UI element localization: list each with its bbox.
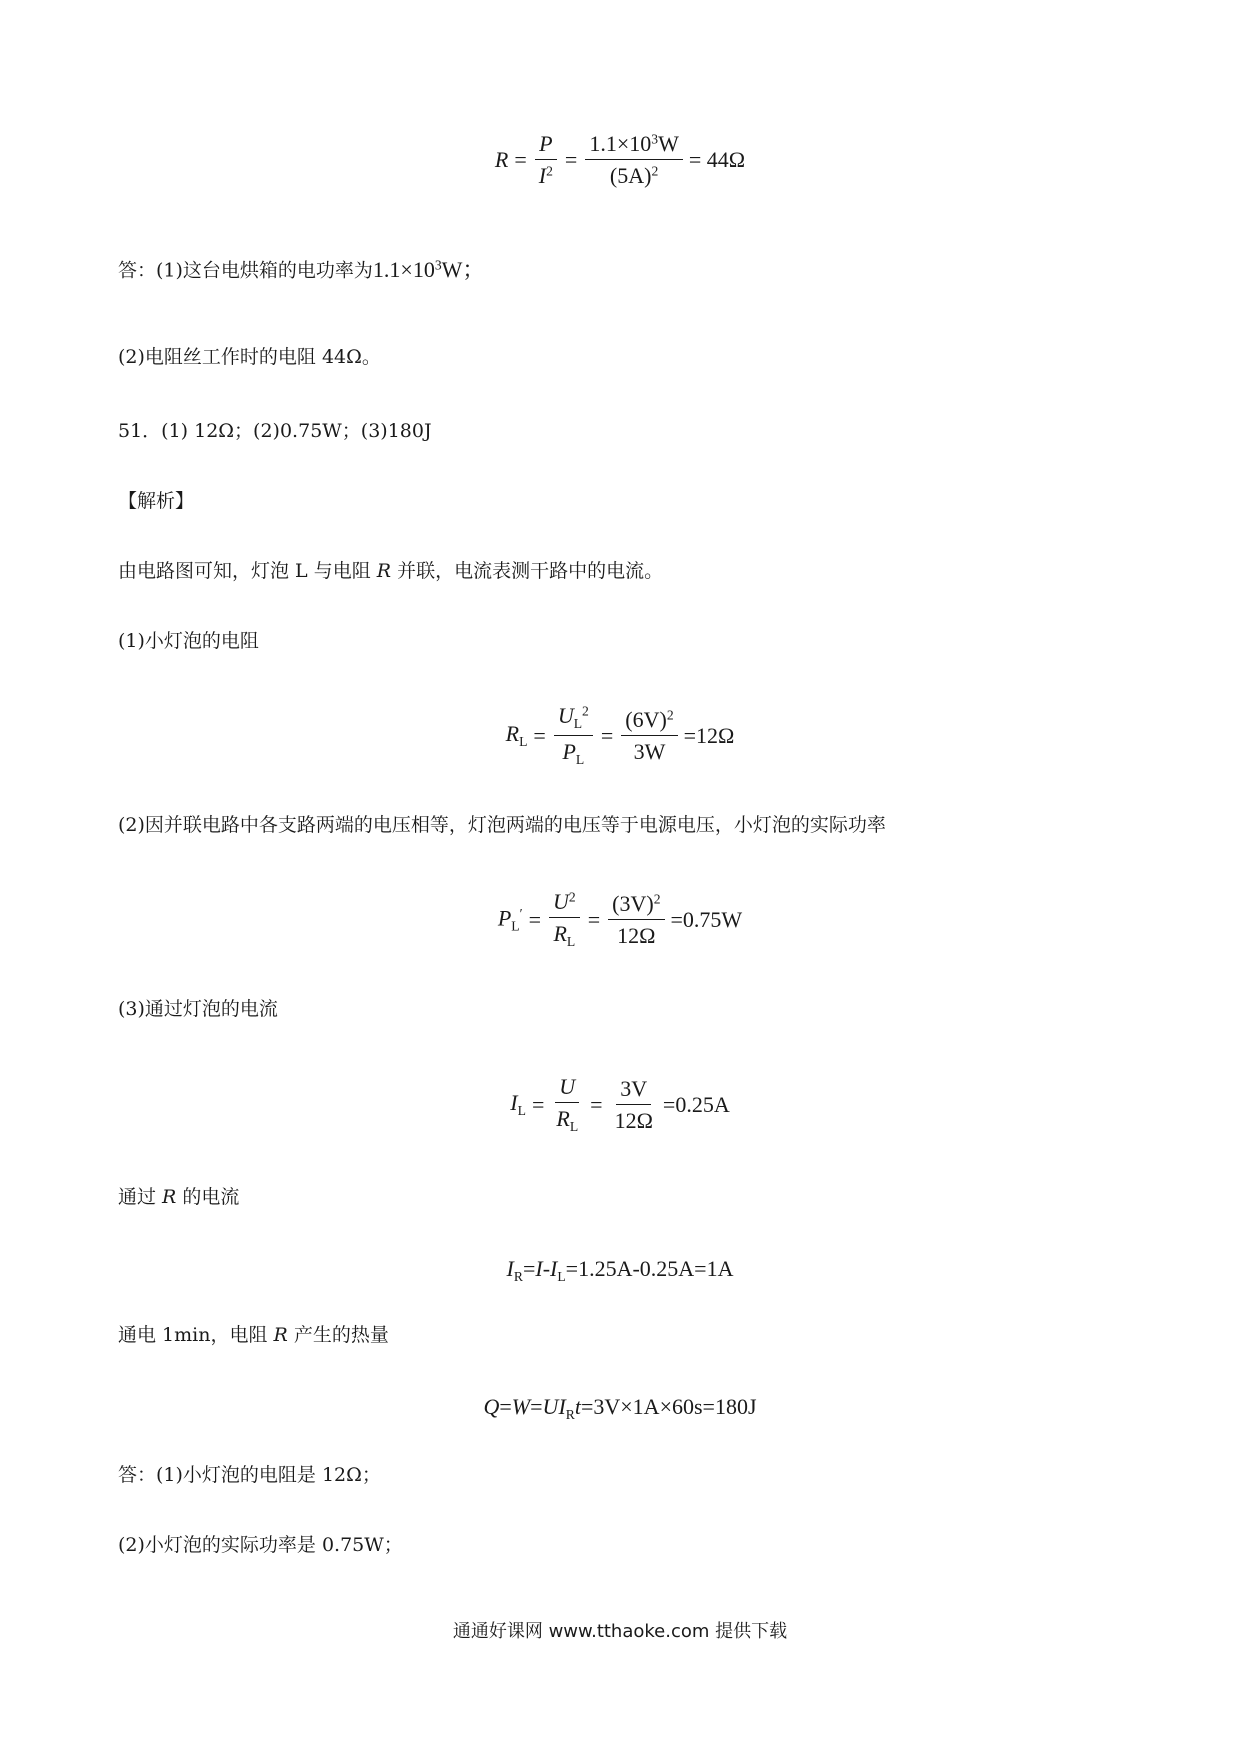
fraction-power-over-current: $\frac{1.1\times 10^3W}{(5A)^2}$ <box>585 132 683 187</box>
fraction-p-over-i2: $\frac{P}{I^2}$ <box>535 132 557 187</box>
symbol-r: R <box>494 146 509 172</box>
heat-label: 通电 1min，电阻 R 产生的热量 <box>118 1324 389 1346</box>
page-footer: 通通好课网 www.tthaoke.com 提供下载 <box>452 1621 788 1642</box>
analysis-heading: 【解析】 <box>118 490 195 512</box>
formula-r-current: $I_R=I-I_L=1.25A-0.25A=1A$ <box>506 1256 734 1284</box>
formula-bulb-resistance: $R_L$ = $\frac{U_L^2}{P_L}$ = $\frac{(6V)^2}{3W}$ =12Ω <box>505 703 735 767</box>
answer-line-1: 答：(1)这台电烘箱的电功率为$1.1\times 10^3W$； <box>118 256 485 282</box>
analysis-intro: 由电路图可知，灯泡 L 与电阻 R 并联，电流表测干路中的电流。 <box>118 560 664 582</box>
step1-label: (1)小灯泡的电阻 <box>118 630 259 652</box>
answer-b: (2)小灯泡的实际功率是 0.75W； <box>118 1534 403 1556</box>
through-r-label: 通过 R 的电流 <box>118 1186 240 1208</box>
answer-line-2: (2)电阻丝工作时的电阻 44Ω。 <box>118 346 381 368</box>
step2-label: (2)因并联电路中各支路两端的电压相等，灯泡两端的电压等于电源电压，小灯泡的实际功率 <box>118 814 886 836</box>
formula-heat: $Q=W=UI_Rt=3V\times 1A\times 60s=180J$ <box>483 1394 757 1422</box>
answer-a: 答：(1)小灯泡的电阻是 12Ω； <box>118 1464 381 1486</box>
question-51-answer: 51．(1) 12Ω；(2)0.75W；(3)180J <box>118 420 432 442</box>
result-44-ohm: = 44Ω <box>688 146 746 172</box>
formula-actual-power: $P_L'$ = $\frac{U^2}{R_L}$ = $\frac{(3V)^2}{12\Omega}$ =0.75W <box>497 889 743 949</box>
step3-label: (3)通过灯泡的电流 <box>118 998 278 1020</box>
formula-resistance-oven: R = $\frac{P}{I^2}$ = $\frac{1.1\times 10^3W}{(5A)^2}$ = 44Ω <box>494 131 746 189</box>
formula-bulb-current: $I_L$ = $\frac{U}{R_L}$ = $\frac{3V}{12\Omega}$ =0.25A <box>510 1074 730 1134</box>
